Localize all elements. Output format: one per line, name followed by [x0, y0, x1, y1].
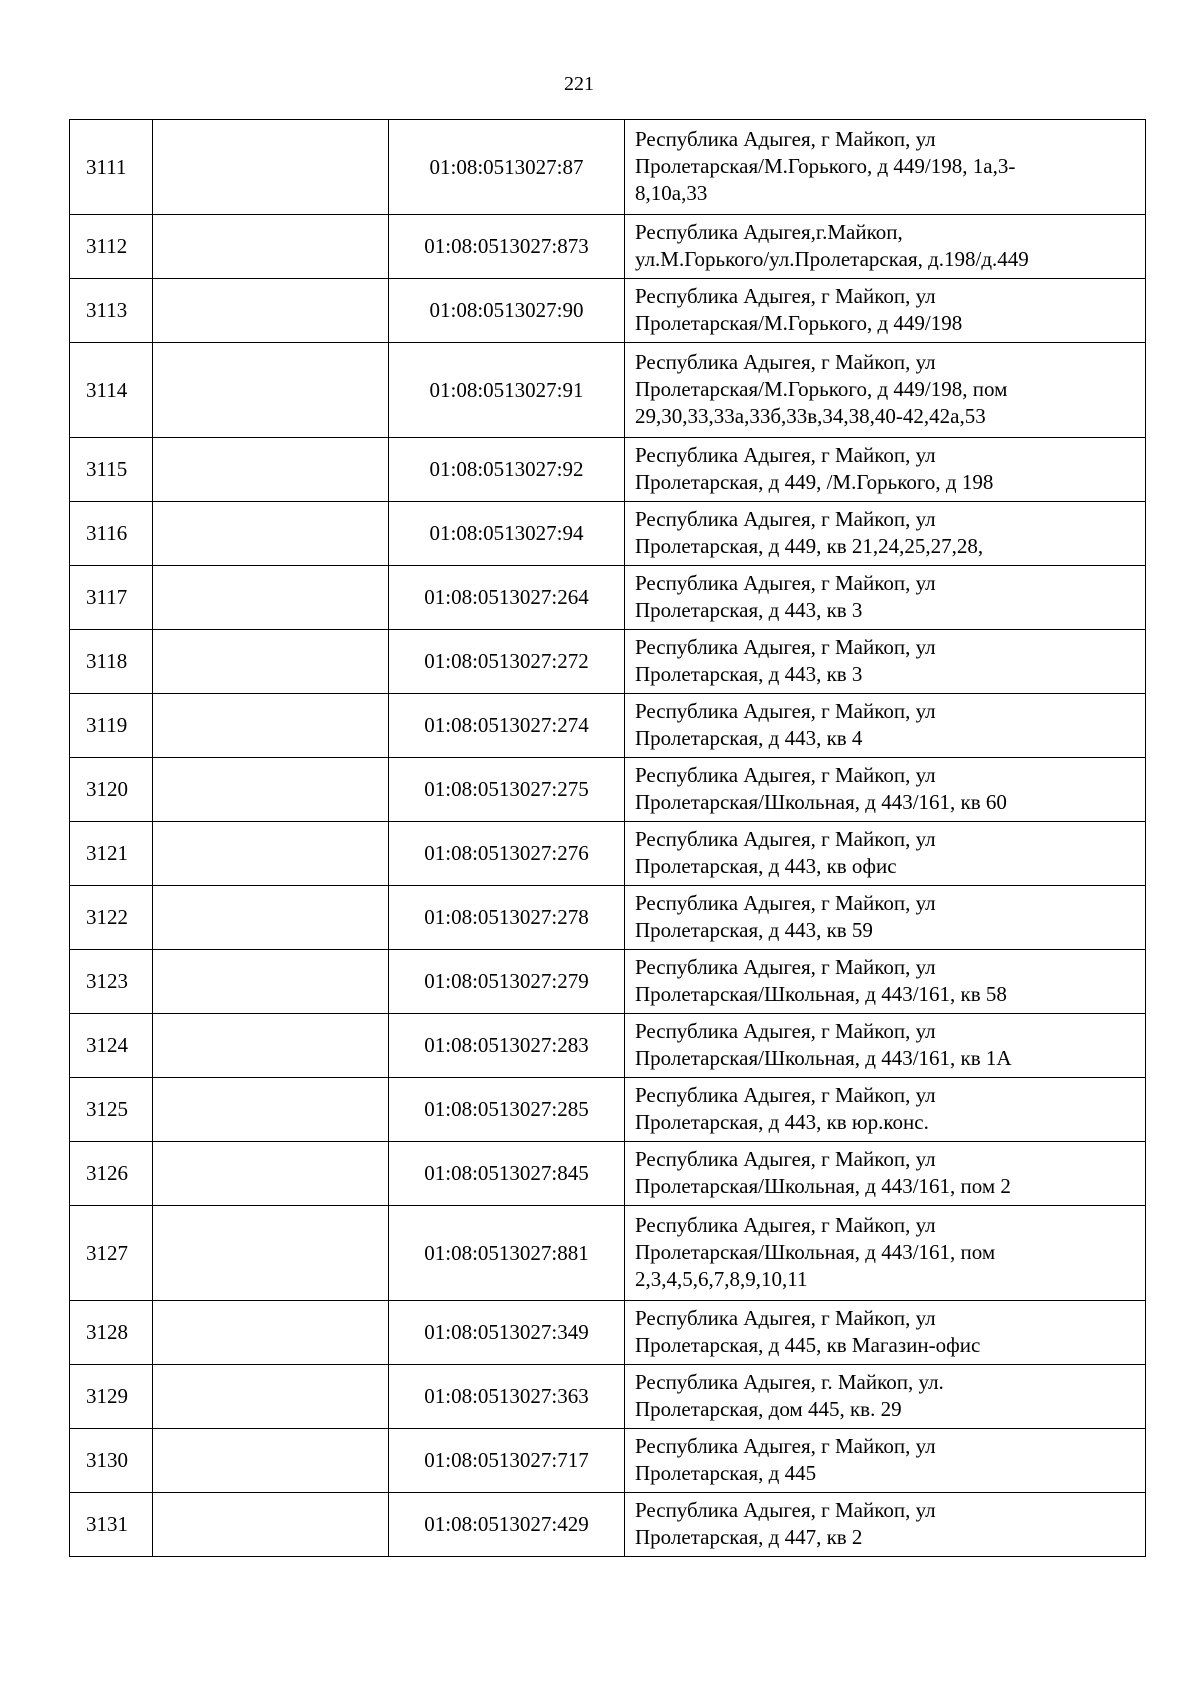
cadastral-number: 01:08:0513027:285	[389, 1078, 625, 1142]
row-number: 3120	[70, 758, 153, 822]
address: Республика Адыгея, г Майкоп, ул Пролетарская/М.Горького, д 449/198, 1а,3- 8,10а,33	[625, 120, 1146, 215]
empty-cell	[153, 1365, 389, 1429]
row-number: 3116	[70, 502, 153, 566]
table-row	[70, 343, 1146, 438]
address: Республика Адыгея, г Майкоп, ул Пролетарская, д 443, кв 3	[625, 566, 1146, 630]
table-row	[70, 1078, 1146, 1142]
row-number: 3111	[70, 120, 153, 215]
page-number: 221	[564, 73, 594, 95]
table-row	[70, 1429, 1146, 1493]
cadastral-number: 01:08:0513027:87	[389, 120, 625, 215]
cadastral-number: 01:08:0513027:279	[389, 950, 625, 1014]
row-number: 3122	[70, 886, 153, 950]
empty-cell	[153, 950, 389, 1014]
table-row	[70, 566, 1146, 630]
table-row	[70, 758, 1146, 822]
cadastral-number: 01:08:0513027:90	[389, 279, 625, 343]
cadastral-number: 01:08:0513027:349	[389, 1301, 625, 1365]
cadastral-number: 01:08:0513027:264	[389, 566, 625, 630]
cadastral-number: 01:08:0513027:283	[389, 1014, 625, 1078]
address: Республика Адыгея, г Майкоп, ул Пролетарская/М.Горького, д 449/198, пом 29,30,33,33а,33б,33в,34,38,40-42,42а,53	[625, 343, 1146, 438]
address: Республика Адыгея, г Майкоп, ул Пролетарская, д 443, кв 4	[625, 694, 1146, 758]
table-row	[70, 694, 1146, 758]
address: Республика Адыгея, г Майкоп, ул Пролетарская/Школьная, д 443/161, кв 60	[625, 758, 1146, 822]
cadastral-number: 01:08:0513027:363	[389, 1365, 625, 1429]
address: Республика Адыгея, г Майкоп, ул Пролетарская, д 447, кв 2	[625, 1493, 1146, 1557]
row-number: 3119	[70, 694, 153, 758]
address: Республика Адыгея, г Майкоп, ул Пролетарская/Школьная, д 443/161, пом 2,3,4,5,6,7,8,9,10,11	[625, 1206, 1146, 1301]
table-row	[70, 1301, 1146, 1365]
address: Республика Адыгея, г Майкоп, ул Пролетарская, д 443, кв 59	[625, 886, 1146, 950]
address: Республика Адыгея, г Майкоп, ул Пролетарская, д 449, кв 21,24,25,27,28,	[625, 502, 1146, 566]
row-number: 3131	[70, 1493, 153, 1557]
empty-cell	[153, 1078, 389, 1142]
address: Республика Адыгея, г. Майкоп, ул. Пролетарская, дом 445, кв. 29	[625, 1365, 1146, 1429]
table-row	[70, 502, 1146, 566]
empty-cell	[153, 215, 389, 279]
table-row	[70, 438, 1146, 502]
empty-cell	[153, 1493, 389, 1557]
table-row	[70, 120, 1146, 215]
address: Республика Адыгея, г Майкоп, ул Пролетарская, д 445	[625, 1429, 1146, 1493]
address: Республика Адыгея, г Майкоп, ул Пролетарская/М.Горького, д 449/198	[625, 279, 1146, 343]
empty-cell	[153, 630, 389, 694]
row-number: 3130	[70, 1429, 153, 1493]
row-number: 3124	[70, 1014, 153, 1078]
address: Республика Адыгея, г Майкоп, ул Пролетарская/Школьная, д 443/161, кв 1А	[625, 1014, 1146, 1078]
row-number: 3112	[70, 215, 153, 279]
table-row	[70, 1493, 1146, 1557]
empty-cell	[153, 1301, 389, 1365]
table-row	[70, 886, 1146, 950]
cadastral-number: 01:08:0513027:873	[389, 215, 625, 279]
row-number: 3127	[70, 1206, 153, 1301]
address: Республика Адыгея,г.Майкоп, ул.М.Горького/ул.Пролетарская, д.198/д.449	[625, 215, 1146, 279]
empty-cell	[153, 886, 389, 950]
address: Республика Адыгея, г Майкоп, ул Пролетарская/Школьная, д 443/161, кв 58	[625, 950, 1146, 1014]
empty-cell	[153, 502, 389, 566]
table-row	[70, 822, 1146, 886]
empty-cell	[153, 1014, 389, 1078]
cadastral-number: 01:08:0513027:94	[389, 502, 625, 566]
row-number: 3117	[70, 566, 153, 630]
cadastral-number: 01:08:0513027:91	[389, 343, 625, 438]
cadastral-number: 01:08:0513027:717	[389, 1429, 625, 1493]
empty-cell	[153, 566, 389, 630]
table-row	[70, 630, 1146, 694]
cadastral-number: 01:08:0513027:278	[389, 886, 625, 950]
cadastral-number: 01:08:0513027:845	[389, 1142, 625, 1206]
table-row	[70, 950, 1146, 1014]
empty-cell	[153, 279, 389, 343]
empty-cell	[153, 694, 389, 758]
cadastral-number: 01:08:0513027:92	[389, 438, 625, 502]
cadastral-number: 01:08:0513027:275	[389, 758, 625, 822]
row-number: 3121	[70, 822, 153, 886]
address: Республика Адыгея, г Майкоп, ул Пролетарская/Школьная, д 443/161, пом 2	[625, 1142, 1146, 1206]
address: Республика Адыгея, г Майкоп, ул Пролетарская, д 449, /М.Горького, д 198	[625, 438, 1146, 502]
row-number: 3118	[70, 630, 153, 694]
row-number: 3115	[70, 438, 153, 502]
empty-cell	[153, 343, 389, 438]
empty-cell	[153, 822, 389, 886]
empty-cell	[153, 758, 389, 822]
table-row	[70, 1365, 1146, 1429]
cadastral-number: 01:08:0513027:276	[389, 822, 625, 886]
table-row	[70, 1014, 1146, 1078]
address: Республика Адыгея, г Майкоп, ул Пролетарская, д 443, кв офис	[625, 822, 1146, 886]
address: Республика Адыгея, г Майкоп, ул Пролетарская, д 445, кв Магазин-офис	[625, 1301, 1146, 1365]
row-number: 3129	[70, 1365, 153, 1429]
empty-cell	[153, 120, 389, 215]
table-row	[70, 1142, 1146, 1206]
row-number: 3126	[70, 1142, 153, 1206]
row-number: 3125	[70, 1078, 153, 1142]
table-row	[70, 215, 1146, 279]
registry-table	[69, 119, 1146, 1557]
row-number: 3123	[70, 950, 153, 1014]
row-number: 3113	[70, 279, 153, 343]
cadastral-number: 01:08:0513027:429	[389, 1493, 625, 1557]
cadastral-number: 01:08:0513027:272	[389, 630, 625, 694]
empty-cell	[153, 1206, 389, 1301]
row-number: 3114	[70, 343, 153, 438]
address: Республика Адыгея, г Майкоп, ул Пролетарская, д 443, кв 3	[625, 630, 1146, 694]
address: Республика Адыгея, г Майкоп, ул Пролетарская, д 443, кв юр.конс.	[625, 1078, 1146, 1142]
cadastral-number: 01:08:0513027:274	[389, 694, 625, 758]
table-row	[70, 1206, 1146, 1301]
table-row	[70, 279, 1146, 343]
row-number: 3128	[70, 1301, 153, 1365]
empty-cell	[153, 1429, 389, 1493]
empty-cell	[153, 438, 389, 502]
cadastral-number: 01:08:0513027:881	[389, 1206, 625, 1301]
empty-cell	[153, 1142, 389, 1206]
